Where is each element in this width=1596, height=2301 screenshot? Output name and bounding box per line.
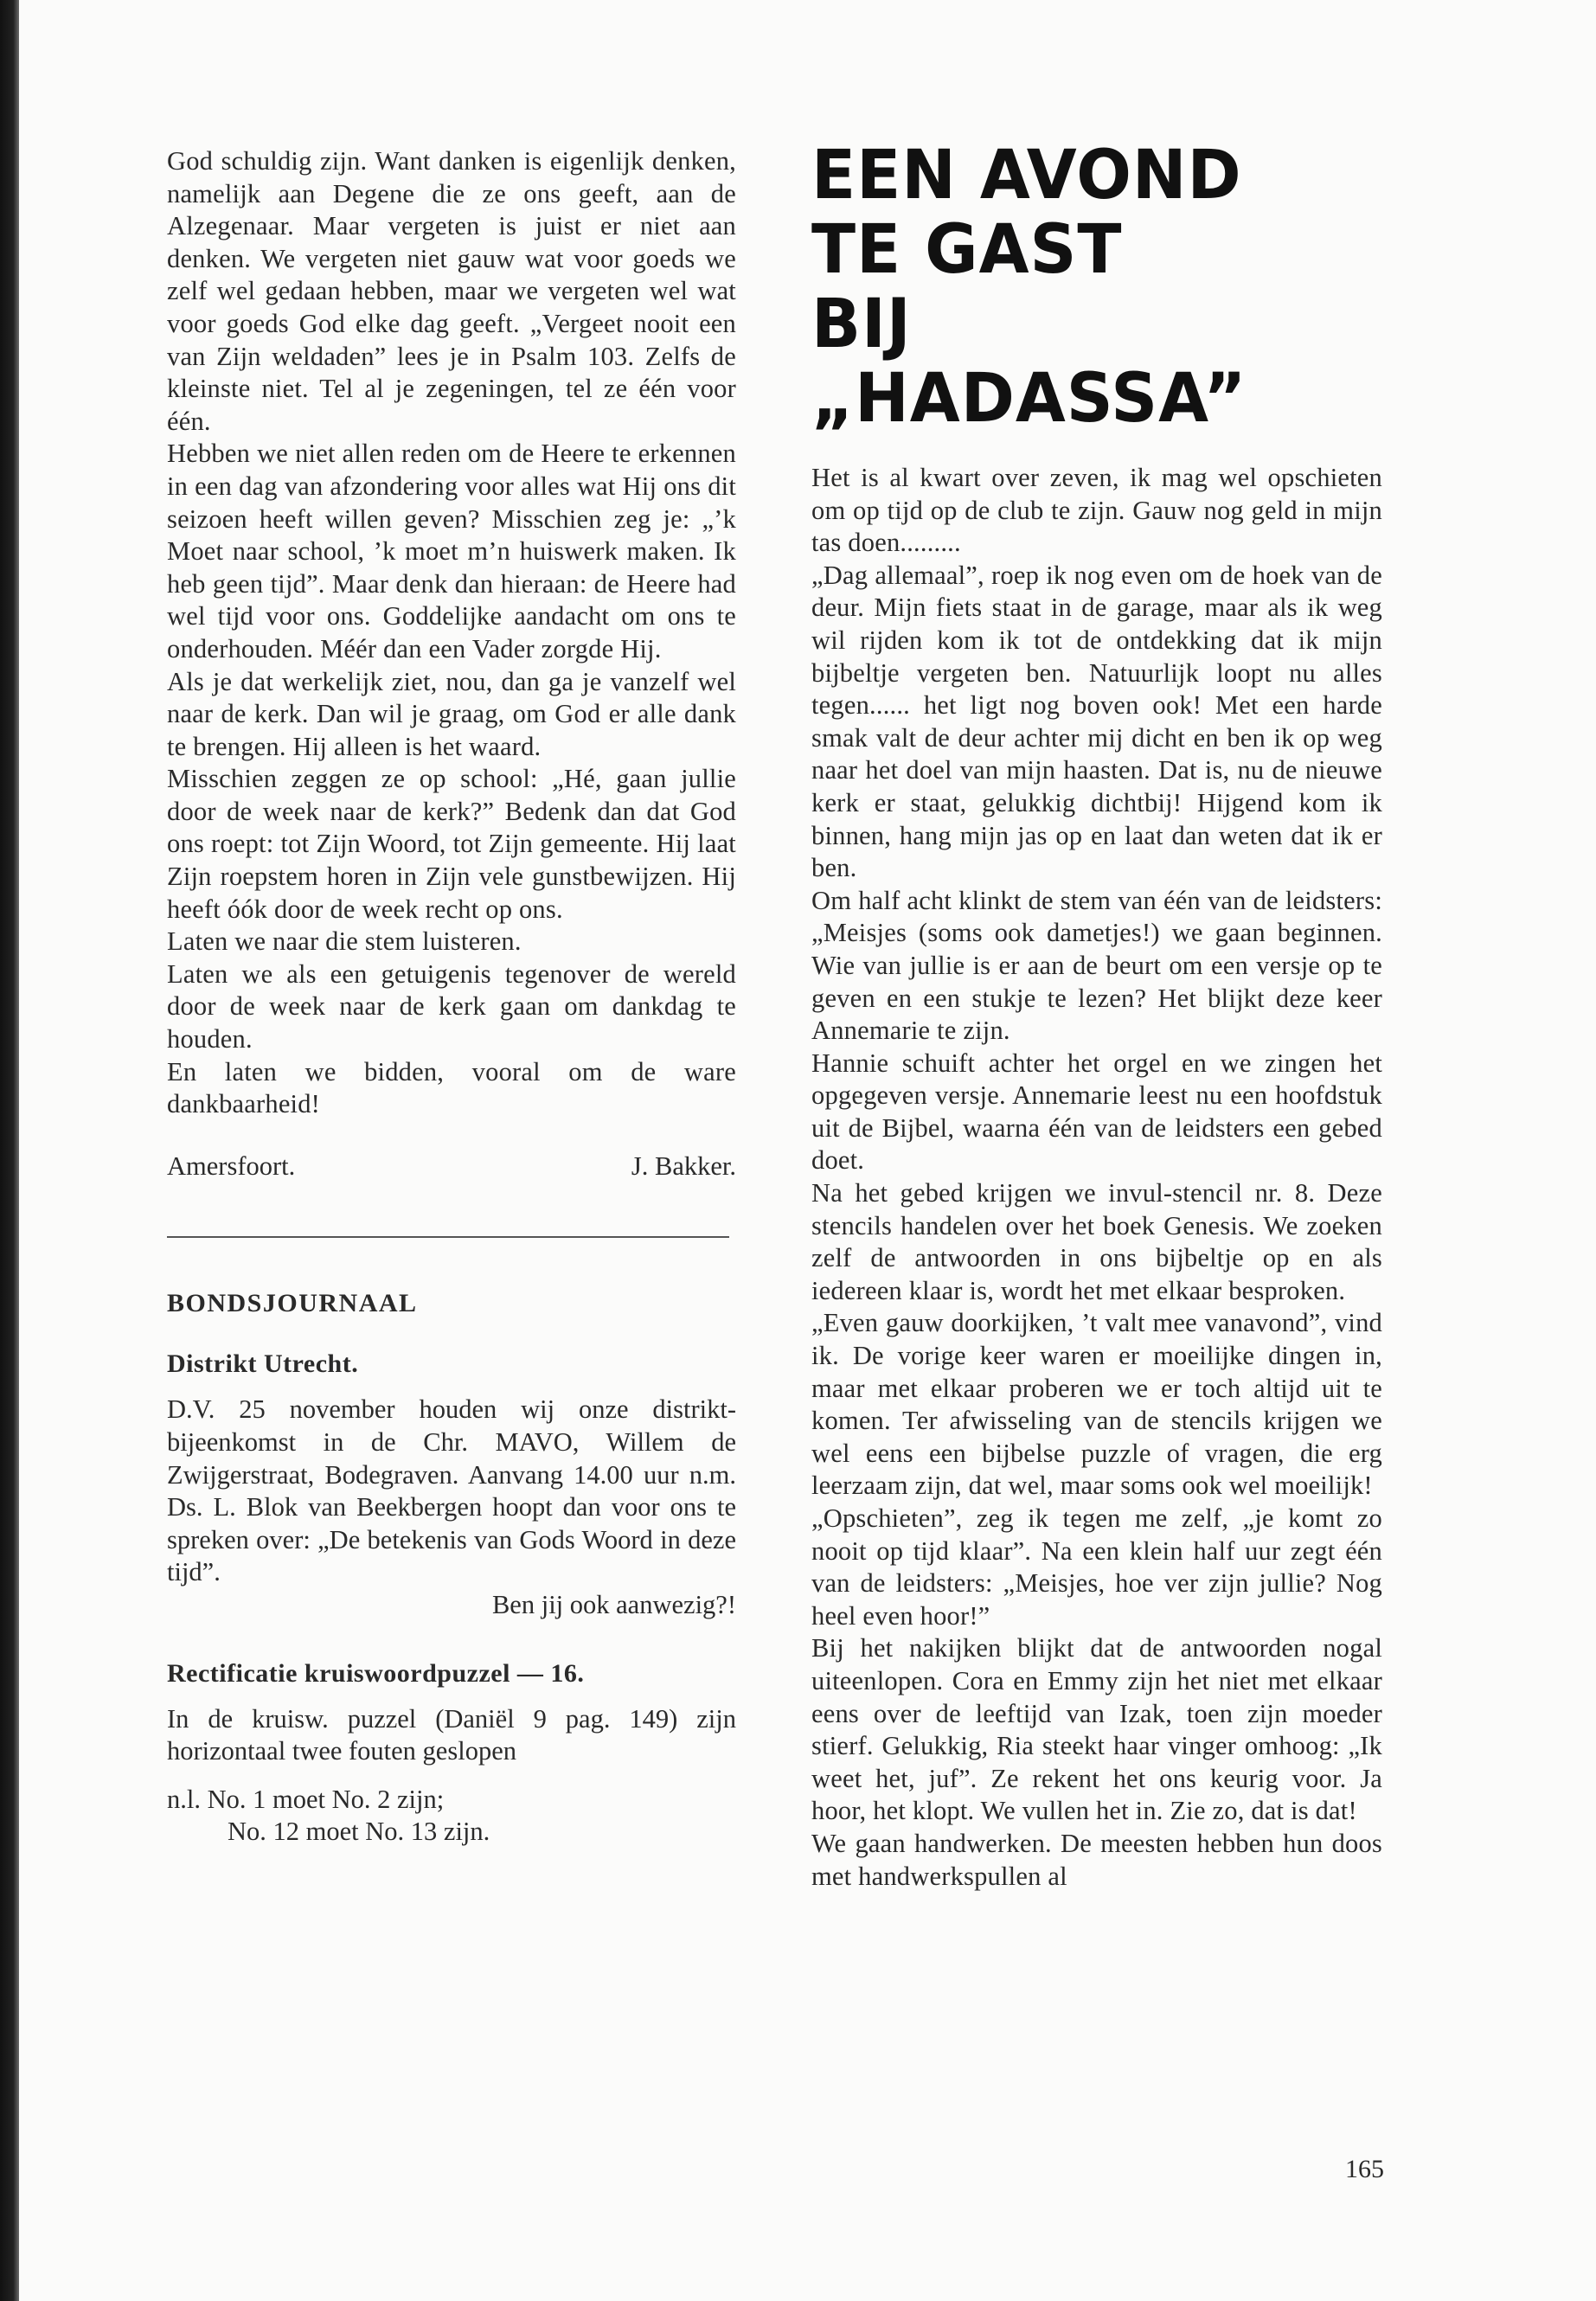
paragraph: Laten we naar die stem luisteren.: [167, 926, 522, 957]
right-column: [811, 138, 1382, 1893]
rectification-title: Rectificatie kruiswoordpuzzel — 16.: [167, 1658, 585, 1688]
headline-line-3: BIJ „HADASSA”: [811, 285, 1247, 438]
paragraph: „Even gauw doorkijken, ’t valt mee vanavond”, vind ik. De vorige keer waren er moeilijke dingen in, maar met elkaar proberen we er toch altijd uit te komen. Ter afwisseling van de stencils krijgen we wel eens een bijbelse puzzle of vragen, die erg leerzaam zijn, dat wel, maar soms ook wel moeilijk!: [811, 1308, 1382, 1501]
left-column: [167, 145, 736, 1849]
section-divider: [167, 1236, 729, 1238]
paragraph: Als je dat werkelijk ziet, nou, dan ga je vanzelf wel naar de kerk. Dan wil je graag, om God er alle dank te brengen. Hij alleen is het waard.: [167, 666, 736, 761]
headline-line-2: TE GAST: [811, 211, 1123, 289]
rectification-text: In de kruisw. puzzel (Daniël 9 pag. 149) zijn horizontaal twee fouten geslopen: [167, 1703, 736, 1766]
paragraph: „Opschieten”, zeg ik tegen me zelf, „je komt zo nooit op tijd klaar”. Na een klein half uur zegt één van de leidsters: „Meisjes, hoe ver zijn jullie? Nog heel even hoor!”: [811, 1503, 1382, 1631]
paragraph: Om half acht klinkt de stem van één van de leidsters: „Meisjes (soms ook dametjes!) we gaan beginnen. Wie van jullie is er aan de beurt om een versje op te geven en een stukje te lezen? Het blijkt deze keer Annemarie te zijn.: [811, 885, 1382, 1046]
district-question: Ben jij ook aanwezig?!: [491, 1589, 736, 1619]
paragraph: Het is al kwart over zeven, ik mag wel opschieten om op tijd op de club te zijn. Gauw nog geld in mijn tas doen.........: [811, 463, 1382, 558]
paragraph: Bij het nakijken blijkt dat de antwoorden nogal uiteenlopen. Cora en Emmy zijn het niet met elkaar eens over de leeftijd van Izak, toen zijn moeder stierf. Gelukkig, Ria steekt haar vinger omhoog: „Ik weet het, juf”. Ze rekent het ons keurig voor. Ja hoor, het klopt. We vullen het in. Zie zo, dat is dat!: [811, 1633, 1382, 1826]
scan-edge: [0, 0, 19, 2301]
paragraph: Na het gebed krijgen we invul-stencil nr. 8. Deze stencils handelen over het boek Genesis. We zoeken zelf de antwoorden in ons bijbeltje op en als iedereen klaar is, wordt het met elkaar besproken.: [811, 1178, 1382, 1305]
paragraph: We gaan handwerken. De meesten hebben hun doos met handwerkspullen al: [811, 1828, 1382, 1891]
page-number: 165: [1345, 2155, 1384, 2183]
signature-row: [167, 1150, 736, 1183]
paragraph: Misschien zeggen ze op school: „Hé, gaan jullie door de week naar de kerk?” Bedenk dan dat God ons roept: tot Zijn Woord, tot Zijn gemeente. Hij laat Zijn roepstem horen in Zijn vele gunstbewijzen. Hij heeft óók door de week recht op ons.: [167, 764, 736, 924]
article-body: [811, 462, 1382, 1893]
headline-line-1: EEN AVOND: [811, 137, 1242, 215]
district-title: Distrikt Utrecht.: [167, 1349, 359, 1379]
rectification-notice: [167, 1703, 736, 1768]
paragraph: Hebben we niet allen reden om de Heere te erkennen in een dag van afzondering voor alles wat Hij ons dit seizoen heeft willen geven? Misschien zeg je: „’k Moet naar school, ’k moet m’n huiswerk maken. Ik heb geen tijd”. Maar denk dan hieraan: de Heere had wel tijd voor ons. Goddelijke aandacht om ons te onderhouden. Méér dan een Vader zorgde Hij.: [167, 439, 736, 663]
article-continuation: [167, 145, 736, 1121]
article-headline: [811, 138, 1382, 436]
sign-place: Amersfoort.: [167, 1150, 296, 1181]
paragraph: „Dag allemaal”, roep ik nog even om de hoek van de deur. Mijn fiets staat in de garage, maar als ik weg wil rijden kom ik tot de ontdekking dat ik mijn bijbeltje vergeten ben. Natuurlijk loopt nu alles tegen...... het ligt nog boven ook! Met een harde smak valt de deur achter mij dicht en ben ik op weg naar het doel van mijn haasten. Dat is, nu de nieuwe kerk er staat, gelukkig dichtbij! Hijgend kom ik binnen, hang mijn jas op en laat dan weten dat ik er ben.: [811, 560, 1382, 883]
paragraph: Hannie schuift achter het orgel en we zingen het opgegeven versje. Annemarie leest nu een hoofdstuk uit de Bijbel, waarna één van de leidsters een gebed doet.: [811, 1048, 1382, 1176]
paragraph: Laten we als een getuigenis tegenover de wereld door de week naar de kerk gaan om dankdag te houden.: [167, 958, 736, 1054]
paragraph: En laten we bidden, vooral om de ware dankbaarheid!: [167, 1056, 736, 1119]
rectification-line-2: No. 12 moet No. 13 zijn.: [228, 1817, 490, 1847]
sign-author: J. Bakker.: [631, 1150, 736, 1181]
section-title: BONDSJOURNAAL: [167, 1289, 418, 1318]
district-notice: [167, 1394, 736, 1621]
paragraph: God schuldig zijn. Want danken is eigenlijk denken, namelijk aan Degene die ze ons geeft, aan de Alzegenaar. Maar vergeten is juist er niet aan denken. We vergeten niet gauw wat voor goeds we zelf wel gedaan hebben, maar we vergeten wel wat voor goeds God elke dag geeft. „Vergeet nooit een van Zijn weldaden” lees je in Psalm 103. Zelfs de kleinste niet. Tel al je zegeningen, tel ze één voor één.: [167, 146, 736, 436]
district-text: D.V. 25 november houden wij onze distrikt-bijeenkomst in de Chr. MAVO, Willem de Zwijgerstraat, Bodegraven. Aanvang 14.00 uur n.m. Ds. L. Blok van Beekbergen hoopt dan voor ons te spreken over: „De betekenis van Gods Woord in deze tijd”.: [167, 1394, 736, 1587]
rectification-line-1: n.l. No. 1 moet No. 2 zijn;: [167, 1784, 445, 1814]
